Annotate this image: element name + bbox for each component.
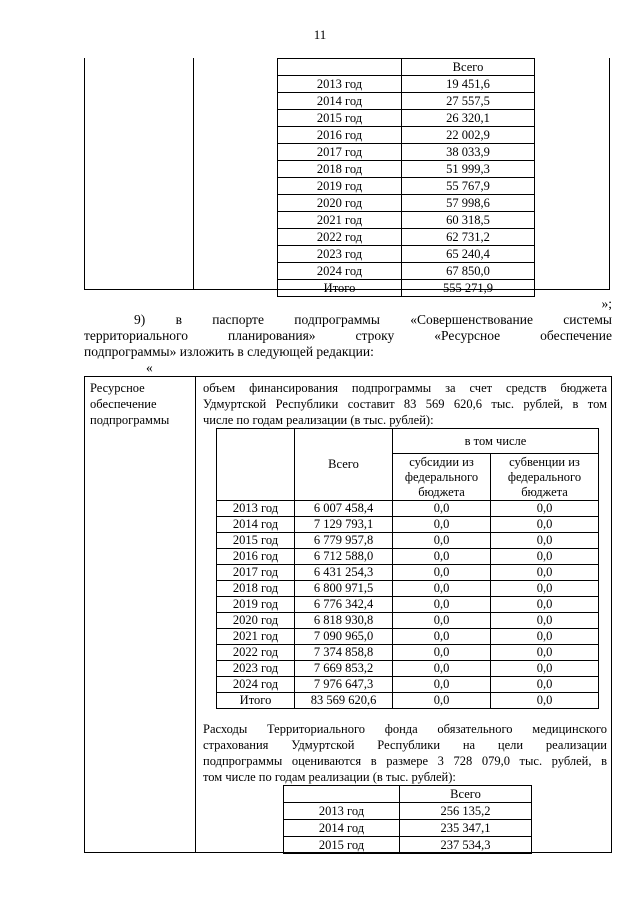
table-row xyxy=(284,820,532,837)
year-cell: 2023 год xyxy=(278,246,402,263)
year-cell: 2020 год xyxy=(217,613,295,629)
total-cell: 38 033,9 xyxy=(402,144,535,161)
total-cell: 62 731,2 xyxy=(402,229,535,246)
table-row xyxy=(217,565,599,581)
subventions-cell: 0,0 xyxy=(491,629,599,645)
total-cell: 555 271,9 xyxy=(402,280,535,297)
subventions-cell: 0,0 xyxy=(491,693,599,709)
row-label-line: подпрограммы xyxy=(90,413,170,427)
subsidies-cell: 0,0 xyxy=(393,661,491,677)
year-cell: 2015 год xyxy=(284,837,400,854)
year-cell: 2020 год xyxy=(278,195,402,212)
table-row xyxy=(278,144,535,161)
total-cell: 7 374 858,8 xyxy=(295,645,393,661)
table-row xyxy=(278,178,535,195)
year-cell: 2024 год xyxy=(278,263,402,280)
total-cell: 67 850,0 xyxy=(402,263,535,280)
total-cell: 57 998,6 xyxy=(402,195,535,212)
subsidies-cell: 0,0 xyxy=(393,533,491,549)
total-cell: 6 431 254,3 xyxy=(295,565,393,581)
paragraph-line: 9) в паспорте подпрограммы «Совершенствование системы xyxy=(134,312,612,327)
year-cell: 2023 год xyxy=(217,661,295,677)
total-cell: 6 007 458,4 xyxy=(295,501,393,517)
top-column-divider xyxy=(193,58,194,289)
year-cell: 2013 год xyxy=(217,501,295,517)
year-cell: 2024 год xyxy=(217,677,295,693)
year-cell: 2014 год xyxy=(217,517,295,533)
table-row xyxy=(278,76,535,93)
year-cell: 2019 год xyxy=(278,178,402,195)
table-row xyxy=(217,533,599,549)
table-row xyxy=(217,517,599,533)
table-row xyxy=(217,501,599,517)
table-row xyxy=(217,661,599,677)
year-cell: 2018 год xyxy=(217,581,295,597)
year-cell: Итого xyxy=(278,280,402,297)
table-row xyxy=(278,127,535,144)
total-cell: 256 135,2 xyxy=(400,803,532,820)
year-cell: 2016 год xyxy=(217,549,295,565)
year-cell: 2018 год xyxy=(278,161,402,178)
header-empty-cell xyxy=(284,786,400,803)
table-row xyxy=(278,246,535,263)
top-funding-table xyxy=(277,58,535,297)
year-cell: 2013 год xyxy=(278,76,402,93)
year-cell: 2017 год xyxy=(217,565,295,581)
header-total: Всего xyxy=(295,429,393,501)
table-header-row xyxy=(278,59,535,76)
tfoms-line: Расходы Территориального фонда обязательного медицинского xyxy=(203,722,607,736)
table-row xyxy=(217,629,599,645)
year-cell: 2015 год xyxy=(217,533,295,549)
funding-line: объем финансирования подпрограммы за счет средств бюджета xyxy=(203,381,607,395)
closing-quote: »; xyxy=(601,296,612,311)
table-row xyxy=(217,597,599,613)
subventions-cell: 0,0 xyxy=(491,549,599,565)
table-row xyxy=(278,161,535,178)
subventions-cell: 0,0 xyxy=(491,517,599,533)
subsidies-cell: 0,0 xyxy=(393,629,491,645)
subventions-cell: 0,0 xyxy=(491,677,599,693)
table-row xyxy=(278,93,535,110)
subsidies-cell: 0,0 xyxy=(393,565,491,581)
subventions-cell: 0,0 xyxy=(491,597,599,613)
table-header-row xyxy=(284,786,532,803)
year-cell: 2019 год xyxy=(217,597,295,613)
year-cell: 2013 год xyxy=(284,803,400,820)
funding-line: числе по годам реализации (в тыс. рублей): xyxy=(203,413,434,427)
subventions-cell: 0,0 xyxy=(491,661,599,677)
header-including: в том числе xyxy=(393,429,599,454)
header-total: Всего xyxy=(400,786,532,803)
funding-description xyxy=(203,380,607,428)
year-cell: Итого xyxy=(217,693,295,709)
table-total-row xyxy=(217,693,599,709)
total-cell: 22 002,9 xyxy=(402,127,535,144)
row-label-line: Ресурсное xyxy=(90,381,145,395)
table-row xyxy=(217,613,599,629)
subsidies-cell: 0,0 xyxy=(393,613,491,629)
header-empty-cell xyxy=(278,59,402,76)
tfoms-line: том числе по годам реализации (в тыс. рублей): xyxy=(203,770,456,784)
table-row xyxy=(278,229,535,246)
table-row xyxy=(278,212,535,229)
year-cell: 2014 год xyxy=(284,820,400,837)
page-number: 11 xyxy=(313,27,327,42)
amendment-paragraph xyxy=(84,296,612,374)
header-total: Всего xyxy=(402,59,535,76)
table-row xyxy=(217,645,599,661)
table-row xyxy=(217,581,599,597)
total-cell: 83 569 620,6 xyxy=(295,693,393,709)
subsidies-cell: 0,0 xyxy=(393,597,491,613)
subventions-cell: 0,0 xyxy=(491,613,599,629)
table-row xyxy=(217,549,599,565)
table-row xyxy=(278,263,535,280)
subsidies-cell: 0,0 xyxy=(393,693,491,709)
total-cell: 6 818 930,8 xyxy=(295,613,393,629)
year-cell: 2021 год xyxy=(217,629,295,645)
total-cell: 7 669 853,2 xyxy=(295,661,393,677)
table-row xyxy=(284,803,532,820)
total-cell: 237 534,3 xyxy=(400,837,532,854)
table-row xyxy=(284,837,532,854)
subventions-cell: 0,0 xyxy=(491,565,599,581)
year-cell: 2022 год xyxy=(217,645,295,661)
opening-quote: « xyxy=(146,360,153,375)
table-row xyxy=(217,677,599,693)
total-cell: 19 451,6 xyxy=(402,76,535,93)
total-cell: 6 800 971,5 xyxy=(295,581,393,597)
total-cell: 65 240,4 xyxy=(402,246,535,263)
table-row xyxy=(278,110,535,127)
tfoms-funding-table xyxy=(283,785,532,854)
header-empty-cell xyxy=(217,429,295,501)
year-cell: 2021 год xyxy=(278,212,402,229)
header-subventions: субвенции из федерального бюджета xyxy=(491,454,599,501)
paragraph-line: территориального планирования» строку «Ресурсное обеспечение xyxy=(84,328,612,343)
year-cell: 2017 год xyxy=(278,144,402,161)
table-header-row xyxy=(217,429,599,454)
year-cell: 2015 год xyxy=(278,110,402,127)
total-cell: 6 779 957,8 xyxy=(295,533,393,549)
paragraph-line: подпрограммы» изложить в следующей редакции: xyxy=(84,344,374,359)
header-subsidies: субсидии из федерального бюджета xyxy=(393,454,491,501)
tfoms-line: страхования Удмуртской Республики на цели реализации xyxy=(203,738,607,752)
year-cell: 2022 год xyxy=(278,229,402,246)
year-cell: 2016 год xyxy=(278,127,402,144)
total-cell: 60 318,5 xyxy=(402,212,535,229)
total-cell: 7 976 647,3 xyxy=(295,677,393,693)
total-cell: 7 090 965,0 xyxy=(295,629,393,645)
row-label-line: обеспечение xyxy=(90,397,157,411)
main-column-divider xyxy=(195,377,196,852)
subventions-cell: 0,0 xyxy=(491,581,599,597)
tfoms-line: подпрограммы оцениваются в размере 3 728 079,0 тыс. рублей, в xyxy=(203,754,607,768)
tfoms-description xyxy=(203,721,607,785)
subventions-cell: 0,0 xyxy=(491,501,599,517)
subventions-cell: 0,0 xyxy=(491,533,599,549)
total-cell: 6 776 342,4 xyxy=(295,597,393,613)
table-row xyxy=(278,195,535,212)
total-cell: 51 999,3 xyxy=(402,161,535,178)
main-funding-table xyxy=(216,428,599,709)
subsidies-cell: 0,0 xyxy=(393,677,491,693)
funding-line: Удмуртской Республики составит 83 569 620,6 тыс. рублей, в том xyxy=(203,397,607,411)
total-cell: 27 557,5 xyxy=(402,93,535,110)
subsidies-cell: 0,0 xyxy=(393,501,491,517)
subsidies-cell: 0,0 xyxy=(393,645,491,661)
subsidies-cell: 0,0 xyxy=(393,549,491,565)
row-label xyxy=(90,380,169,428)
subventions-cell: 0,0 xyxy=(491,645,599,661)
total-cell: 26 320,1 xyxy=(402,110,535,127)
total-cell: 55 767,9 xyxy=(402,178,535,195)
table-total-row xyxy=(278,280,535,297)
subsidies-cell: 0,0 xyxy=(393,581,491,597)
year-cell: 2014 год xyxy=(278,93,402,110)
total-cell: 235 347,1 xyxy=(400,820,532,837)
total-cell: 6 712 588,0 xyxy=(295,549,393,565)
subsidies-cell: 0,0 xyxy=(393,517,491,533)
total-cell: 7 129 793,1 xyxy=(295,517,393,533)
